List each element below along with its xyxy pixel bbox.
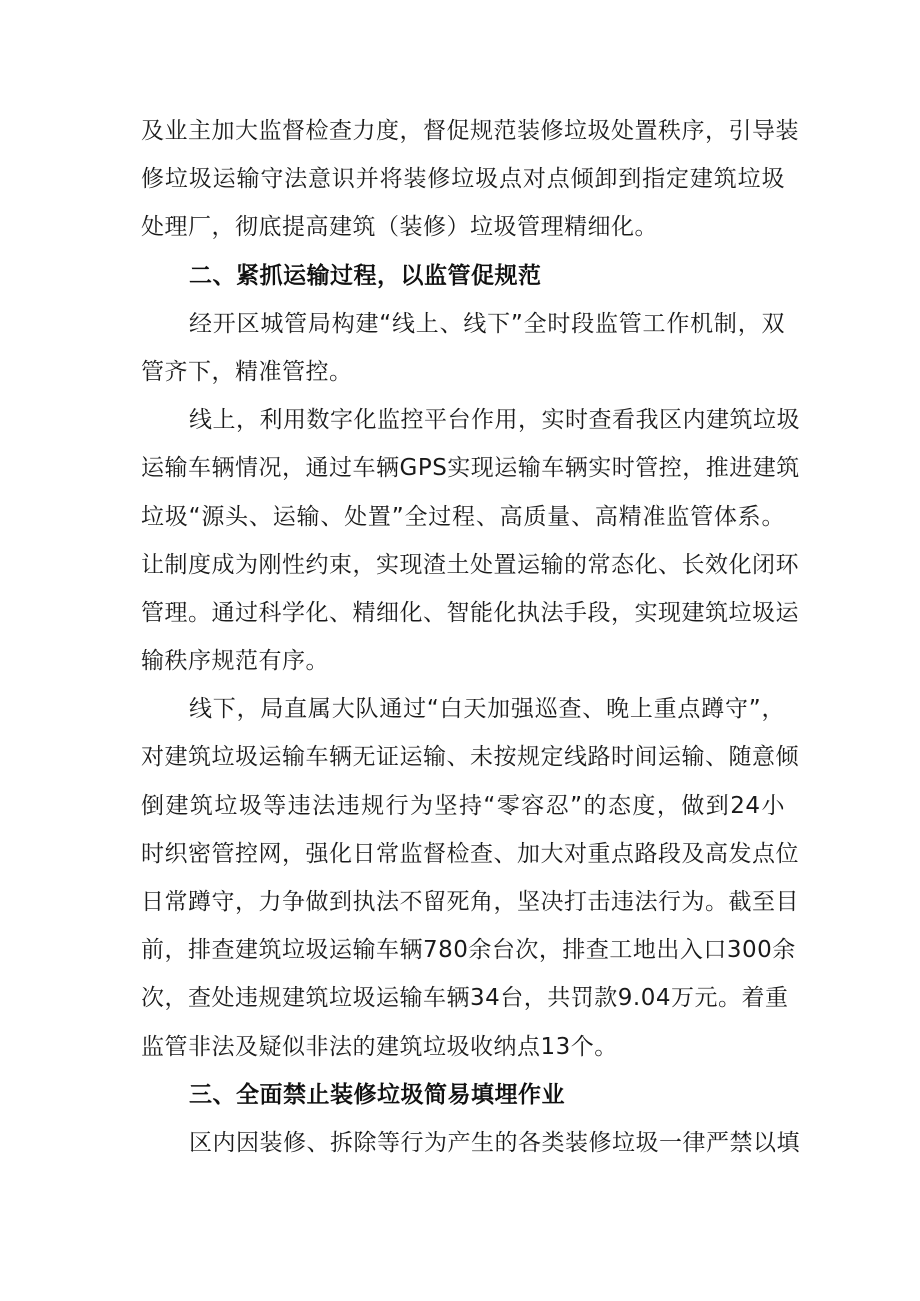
- section-heading-3: 三、全面禁止装修垃圾简易填埋作业: [189, 1081, 565, 1108]
- paragraph-line: 管齐下，精准管控。: [141, 358, 353, 385]
- paragraph-line: 运输车辆情况，通过车辆GPS实现运输车辆实时管控，推进建筑: [141, 455, 800, 482]
- paragraph-line: 线下，局直属大队通过“白天加强巡查、晚上重点蹲守”，: [189, 696, 785, 723]
- paragraph-line: 垃圾“源头、运输、处置”全过程、高质量、高精准监管体系。: [141, 503, 785, 530]
- paragraph-line: 修垃圾运输守法意识并将装修垃圾点对点倾卸到指定建筑垃圾: [141, 166, 785, 193]
- paragraph-line: 日常蹲守，力争做到执法不留死角，坚决打击违法行为。截至目: [141, 889, 799, 915]
- paragraph-line: 输秩序规范有序。: [141, 648, 329, 675]
- paragraph-line: 及业主加大监督检查力度，督促规范装修垃圾处置秩序，引导装: [141, 118, 799, 144]
- paragraph-line: 时织密管控网，强化日常监督检查、加大对重点路段及高发点位: [141, 840, 799, 867]
- paragraph-line: 让制度成为刚性约束，实现渣土处置运输的常态化、长效化闭环: [141, 551, 799, 578]
- paragraph-line: 前，排查建筑垃圾运输车辆780余台次，排查工地出入口300余: [141, 937, 796, 964]
- paragraph-line: 对建筑垃圾运输车辆无证运输、未按规定线路时间运输、随意倾: [141, 744, 799, 771]
- paragraph-line: 管理。通过科学化、精细化、智能化执法手段，实现建筑垃圾运: [141, 599, 799, 626]
- paragraph-line: 区内因装修、拆除等行为产生的各类装修垃圾一律严禁以填: [189, 1129, 800, 1156]
- paragraph-line: 次，查处违规建筑垃圾运输车辆34台，共罚款9.04万元。着重: [141, 985, 789, 1012]
- paragraph-line: 监管非法及疑似非法的建筑垃圾收纳点13个。: [141, 1033, 618, 1060]
- paragraph-line: 处理厂，彻底提高建筑（装修）垃圾管理精细化。: [141, 214, 658, 241]
- section-heading-2: 二、紧抓运输过程，以监管促规范: [189, 262, 542, 289]
- document-body: [141, 107, 800, 1167]
- paragraph-line: 线上，利用数字化监控平台作用，实时查看我区内建筑垃圾: [189, 407, 800, 434]
- paragraph-line: 经开区城管局构建“线上、线下”全时段监管工作机制，双: [189, 310, 785, 337]
- paragraph-line: 倒建筑垃圾等违法违规行为坚持“零容忍”的态度，做到24小: [141, 792, 785, 819]
